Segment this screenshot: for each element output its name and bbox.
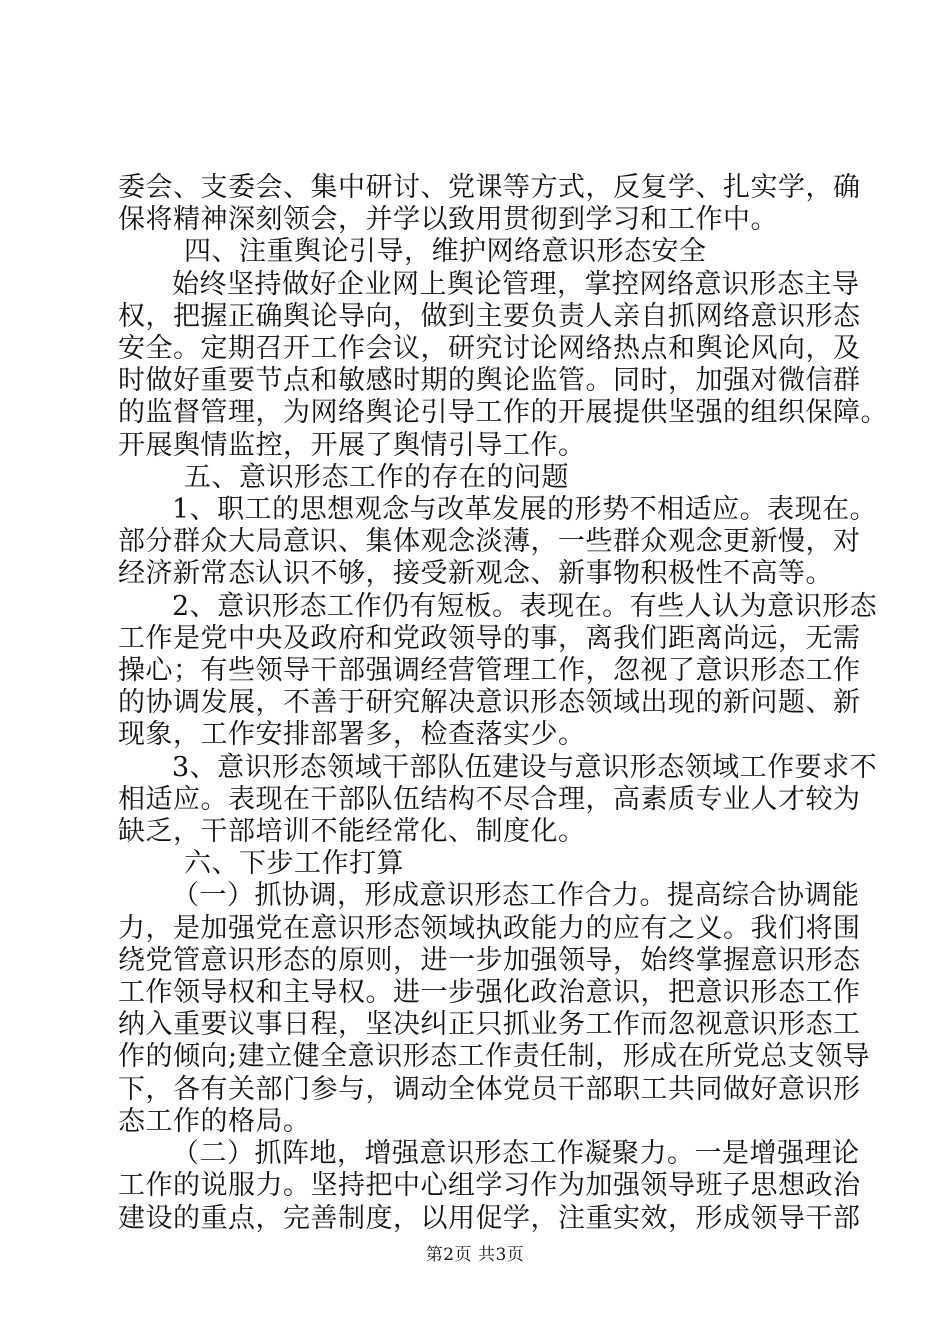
text-line: 建设的重点，完善制度，以用促学，注重实效，形成领导干部 — [118, 1202, 861, 1234]
text-line: 3、意识形态领域干部队伍建设与意识形态领域工作要求不 — [172, 751, 878, 783]
section-heading: 六、下步工作打算 — [184, 848, 404, 880]
text-line: 力，是加强党在意识形态领域执政能力的应有之义。我们将围 — [118, 912, 861, 944]
text-line: 时做好重要节点和敏感时期的舆论监管。同时，加强对微信群 — [118, 365, 861, 397]
page-number-footer: 第2页 共3页 — [425, 1245, 525, 1265]
section-heading: 四、注重舆论引导，维护网络意识形态安全 — [184, 236, 707, 268]
text-line: 下，各有关部门参与，调动全体党员干部职工共同做好意识形 — [118, 1073, 861, 1105]
text-line: 开展舆情监控，开展了舆情引导工作。 — [118, 429, 586, 461]
section-heading: 五、意识形态工作的存在的问题 — [184, 461, 569, 493]
text-line: 工作的说服力。坚持把中心组学习作为加强领导班子思想政治 — [118, 1170, 861, 1202]
document-body — [118, 172, 888, 1235]
text-line: 委会、支委会、集中研讨、党课等方式，反复学、扎实学，确 — [118, 172, 861, 203]
text-line: 始终坚持做好企业网上舆论管理，掌控网络意识形态主导 — [172, 268, 860, 300]
text-line: 缺乏，干部培训不能经常化、制度化。 — [118, 816, 586, 848]
text-line: 1、职工的思想观念与改革发展的形势不相适应。表现在。 — [172, 494, 878, 526]
text-line: 2、意识形态工作仍有短板。表现在。有些人认为意识形态 — [172, 590, 878, 622]
text-line: 作的倾向;建立健全意识形态工作责任制，形成在所党总支领导 — [118, 1041, 871, 1073]
text-line: 安全。定期召开工作会议，研究讨论网络热点和舆论风向，及 — [118, 333, 861, 365]
text-line: 的协调发展，不善于研究解决意识形态领域出现的新问题、新 — [118, 687, 861, 719]
text-line: 部分群众大局意识、集体观念淡薄，一些群众观念更新慢，对 — [118, 526, 861, 558]
text-line: 工作领导权和主导权。进一步强化政治意识，把意识形态工作 — [118, 977, 861, 1009]
text-line: 保将精神深刻领会，并学以致用贯彻到学习和工作中。 — [118, 204, 778, 236]
text-line: （二）抓阵地，增强意识形态工作凝聚力。一是增强理论 — [172, 1138, 860, 1170]
text-line: 经济新常态认识不够，接受新观念、新事物积极性不高等。 — [118, 558, 833, 590]
text-line: 工作是党中央及政府和党政领导的事，离我们距离尚远，无需 — [118, 622, 861, 654]
text-line: 相适应。表现在干部队伍结构不尽合理，高素质专业人才较为 — [118, 783, 861, 815]
text-line: 操心；有些领导干部强调经营管理工作，忽视了意识形态工作 — [118, 655, 861, 687]
text-line: 权，把握正确舆论导向，做到主要负责人亲自抓网络意识形态 — [118, 300, 861, 332]
text-line: 绕党管意识形态的原则，进一步加强领导，始终掌握意识形态 — [118, 944, 861, 976]
text-line: 现象，工作安排部署多，检查落实少。 — [118, 719, 586, 751]
text-line: 态工作的格局。 — [118, 1105, 311, 1137]
text-line: 纳入重要议事日程，坚决纠正只抓业务工作而忽视意识形态工 — [118, 1009, 861, 1041]
text-line: 的监督管理，为网络舆论引导工作的开展提供坚强的组织保障。 — [118, 397, 888, 429]
text-line: （一）抓协调，形成意识形态工作合力。提高综合协调能 — [172, 880, 860, 912]
